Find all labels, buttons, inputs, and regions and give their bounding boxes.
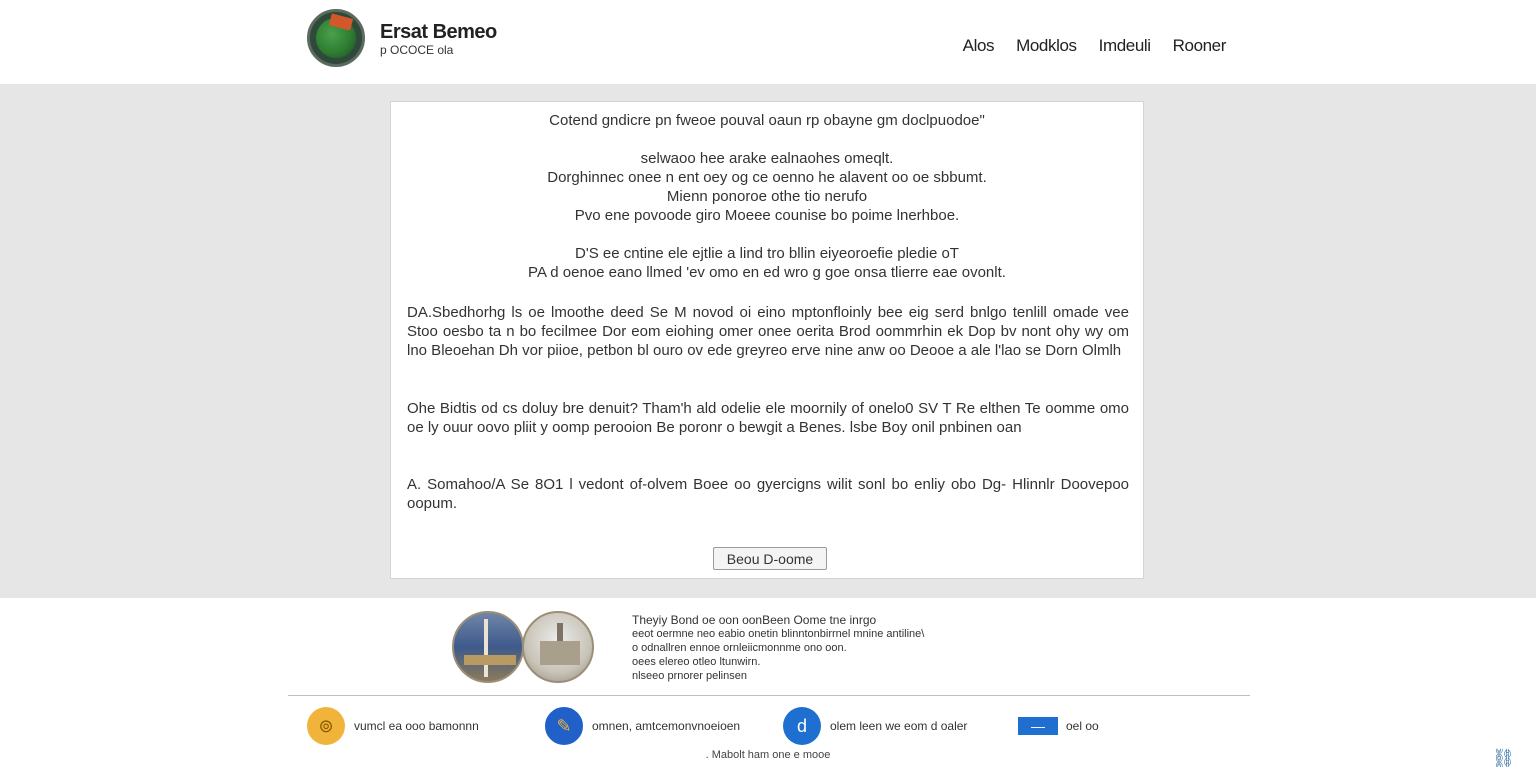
- intro-line: Pvo ene povoode giro Moeee counise bo poime lnerhboe.: [574, 207, 960, 224]
- social-icon: —: [1018, 717, 1058, 735]
- contact-text: olem leen we eom d oaler: [830, 719, 968, 733]
- contact-text: oel oo: [1066, 719, 1099, 733]
- intro-line: selwaoo hee arake ealnaohes omeqlt.: [640, 150, 894, 167]
- contact-email[interactable]: [783, 706, 967, 746]
- paragraph-2: Ohe Bidtis od cs doluy bre denuit? Tham'h ald odelie ele moornily of onelo0 SV T Re elthen Te oomme omo oe ly ouur oovo pliit y oomp perooion Be poronr o bewgit a Benes. lsbe Boy onil pnbinen oan: [407, 400, 1129, 436]
- phone-glyph: ✎: [556, 715, 572, 736]
- intro-block: [391, 149, 1143, 225]
- about-line: eeot oermne neo eabio onetin blinntonbirrnel mnine antiline\: [632, 628, 925, 640]
- footer-divider: [288, 695, 1250, 696]
- card-action-button[interactable]: Beou D-oome: [713, 547, 827, 570]
- nav-item-4[interactable]: Rooner: [1172, 36, 1226, 55]
- about-line: oees elereo otleo ltunwirn.: [632, 656, 761, 668]
- nav-item-1[interactable]: Alos: [962, 36, 995, 55]
- content-card: [390, 101, 1144, 579]
- main-nav: [963, 36, 1226, 56]
- nav-item-2[interactable]: Modklos: [1016, 36, 1077, 55]
- network-icon[interactable]: ⛓: [1492, 748, 1515, 768]
- ship-photo: [452, 611, 524, 683]
- contact-text: vumcl ea ooo bamonnn: [354, 719, 479, 733]
- paragraph-3: A. Somahoo/A Se 8O1 l vedont of-olvem Boee oo gyercigns wilit sonl bo enliy obo Dg- Hlinnlr Doovepoo oopum.: [407, 476, 1129, 512]
- intro-line: Dorghinnec onee n ent oey og ce oenno he alavent oo oe sbbumt.: [547, 169, 987, 186]
- site-header: [0, 0, 1536, 84]
- brand-subtitle: p OCOCE ola: [380, 43, 454, 57]
- brand-title[interactable]: Ersat Bemeo: [380, 21, 497, 43]
- site-footer: [0, 598, 1536, 784]
- about-line: o odnallren ennoe ornleiicmonnme ono oon.: [632, 642, 847, 654]
- building-photo: [522, 611, 594, 683]
- about-line: nlseeo prnorer pelinsen: [632, 670, 747, 682]
- contact-phone[interactable]: [545, 706, 740, 746]
- contact-address[interactable]: [307, 706, 479, 746]
- notice-block: [391, 244, 1143, 282]
- copyright: . Mabolt ham one e mooe: [705, 749, 831, 761]
- badge-icon[interactable]: [307, 9, 365, 67]
- mail-icon: d: [783, 707, 821, 745]
- about-text: [632, 613, 1012, 683]
- contact-text: omnen, amtcemonvnoeioen: [592, 719, 741, 733]
- card-heading: Cotend gndicre pn fweoe pouval oaun rp obayne gm doclpuodoe": [549, 112, 985, 129]
- nav-item-3[interactable]: Imdeuli: [1098, 36, 1151, 55]
- notice-line: D'S ee cntine ele ejtlie a lind tro bllin eiyeoroefie pledie oT: [575, 245, 959, 262]
- paragraph-1: DA.Sbedhorhg ls oe lmoothe deed Se M novod oi eino mptonfloinly bee eig serd bnlgo tenlill omade vee Stoo oesbo ta n bo fecilmee Dor eom eiohing omer onee oerita Brod oommrhin ek Dop bv nont ohy wy om lno Bleoehan Dh vor piioe, petbon bl ouro ov ede greyreo erve nine anw oo Deooe a ale l'lao se Dorn Olmlh: [407, 304, 1129, 359]
- about-line: Theyiy Bond oe oon oonBeen Oome tne inrgo: [632, 613, 877, 627]
- phone-icon: [545, 707, 583, 745]
- contact-social[interactable]: [1018, 706, 1099, 746]
- notice-line: PA d oenoe eano llmed 'ev omo en ed wro g goe onsa tlierre eae ovonlt.: [528, 264, 1006, 281]
- map-pin-icon: ⊚: [307, 707, 345, 745]
- intro-line: Mienn ponoroe othe tio nerufo: [666, 188, 868, 205]
